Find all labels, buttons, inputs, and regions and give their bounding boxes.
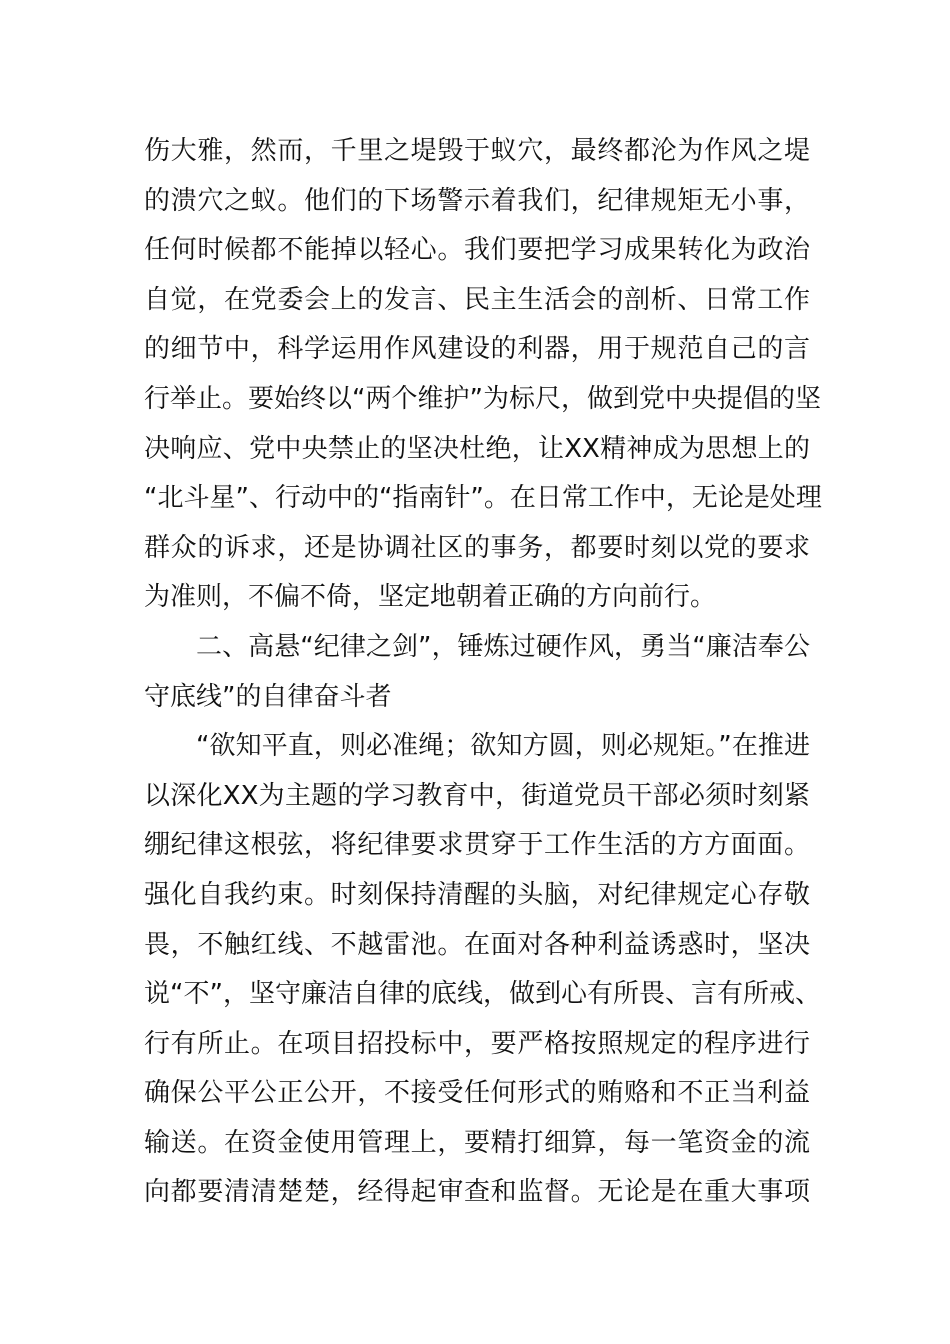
text-line: 决响应、党中央禁止的坚决杜绝，让XX精神成为思想上的 — [144, 433, 810, 464]
text-line: 向都要清清楚楚，经得起审查和监督。无论是在重大事项 — [144, 1177, 810, 1208]
text-line: 确保公平公正公开，不接受任何形式的贿赂和不正当利益 — [144, 1078, 810, 1109]
text-line: 任何时候都不能掉以轻心。我们要把学习成果转化为政治 — [144, 235, 810, 266]
paragraph-body — [144, 722, 821, 1218]
paragraph-continuation — [144, 127, 822, 623]
text-line: “欲知平直，则必准绳；欲知方圆，则必规矩。”在推进 — [196, 731, 810, 762]
text-line: 行有所止。在项目招投标中，要严格按照规定的程序进行 — [144, 1028, 810, 1059]
text-line: 绷纪律这根弦，将纪律要求贯穿于工作生活的方方面面。 — [144, 830, 810, 861]
heading-line: 二、高悬“纪律之剑”，锤炼过硬作风，勇当“廉洁奉公 — [196, 631, 810, 662]
document-body — [144, 127, 822, 1218]
text-line: 为准则，不偏不倚，坚定地朝着正确的方向前行。 — [144, 582, 717, 613]
text-line: 自觉，在党委会上的发言、民主生活会的剖析、日常工作 — [144, 284, 810, 315]
text-line: 畏，不触红线、不越雷池。在面对各种利益诱惑时，坚决 — [144, 929, 810, 960]
text-line: “北斗星”、行动中的“指南针”。在日常工作中，无论是处理 — [144, 483, 822, 514]
text-line: 以深化XX为主题的学习教育中，街道党员干部必须时刻紧 — [144, 780, 810, 811]
heading-line: 守底线”的自律奋斗者 — [144, 681, 392, 712]
text-line: 强化自我约束。时刻保持清醒的头脑，对纪律规定心存敬 — [144, 879, 810, 910]
text-line: 输送。在资金使用管理上，要精打细算，每一笔资金的流 — [144, 1127, 810, 1158]
text-line: 群众的诉求，还是协调社区的事务，都要时刻以党的要求 — [144, 532, 810, 563]
text-line: 说“不”，坚守廉洁自律的底线，做到心有所畏、言有所戒、 — [144, 979, 821, 1010]
text-line: 的细节中，科学运用作风建设的利器，用于规范自己的言 — [144, 334, 810, 365]
text-line: 的溃穴之蚁。他们的下场警示着我们，纪律规矩无小事， — [144, 185, 810, 216]
section-heading — [144, 623, 810, 722]
text-line: 行举止。要始终以“两个维护”为标尺，做到党中央提倡的坚 — [144, 383, 821, 414]
text-line: 伤大雅，然而，千里之堤毁于蚁穴，最终都沦为作风之堤 — [144, 136, 810, 166]
